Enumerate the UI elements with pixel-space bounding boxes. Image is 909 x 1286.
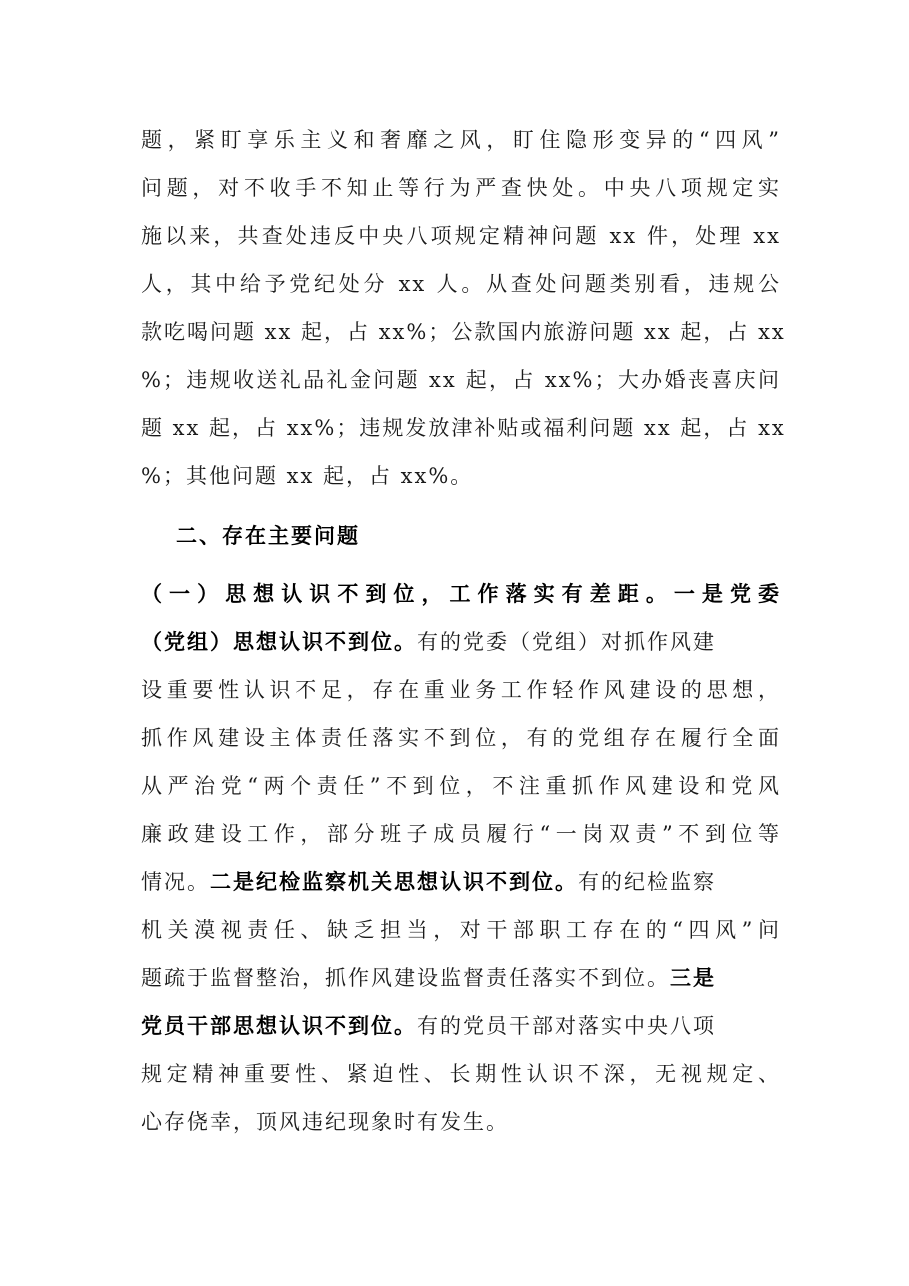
paragraph-2-line-7-text-b: 有的纪检监察 <box>578 870 716 894</box>
subheading-party-members: 党员干部思想认识不到位。 <box>141 1013 417 1038</box>
paragraph-1-line-5: 款吃喝问题 xx 起，占 xx%；公款国内旅游问题 xx 起，占 xx <box>141 320 786 344</box>
paragraph-1-line-6: %；违规收送礼品礼金问题 xx 起，占 xx%；大办婚丧喜庆问 <box>141 368 781 392</box>
paragraph-2-line-12: 心存侥幸，顶风违纪现象时有发生。 <box>141 1110 509 1134</box>
paragraph-2-line-11: 规定精神重要性、紧迫性、长期性认识不深，无视规定、 <box>141 1062 781 1086</box>
section-heading: 二、存在主要问题 <box>176 524 360 548</box>
subheading-discipline-inspection: 二是纪检监察机关思想认识不到位。 <box>210 869 578 894</box>
paragraph-1-line-2: 问题，对不收手不知止等行为严查快处。中央八项规定实 <box>141 176 781 200</box>
paragraph-1-line-4: 人，其中给予党纪处分 xx 人。从查处问题类别看，违规公 <box>141 272 781 296</box>
paragraph-2-line-1: （一）思想认识不到位，工作落实有差距。一是党委 <box>141 581 781 606</box>
subheading-three-prefix: 三是 <box>670 965 716 990</box>
paragraph-2-line-4: 抓作风建设主体责任落实不到位，有的党组存在履行全面 <box>141 726 781 750</box>
paragraph-2-line-8: 机关漠视责任、缺乏担当，对干部职工存在的“四风”问 <box>141 918 781 942</box>
paragraph-1-line-7: 题 xx 起，占 xx%；违规发放津补贴或福利问题 xx 起，占 xx <box>141 416 786 440</box>
subheading-party-committee: （党组）思想认识不到位。 <box>141 629 417 654</box>
paragraph-2-line-5: 从严治党“两个责任”不到位，不注重抓作风建设和党风 <box>141 774 781 798</box>
paragraph-2-line-2 <box>141 627 781 657</box>
paragraph-2-line-9 <box>141 963 781 993</box>
paragraph-1-line-1: 题，紧盯享乐主义和奢靡之风，盯住隐形变异的“四风” <box>141 128 781 152</box>
paragraph-2-line-9-text: 题疏于监督整治，抓作风建设监督责任落实不到位。 <box>141 966 670 990</box>
paragraph-1-line-8: %；其他问题 xx 起，占 xx%。 <box>141 464 474 488</box>
paragraph-2-line-10-text: 有的党员干部对落实中央八项 <box>417 1014 716 1038</box>
paragraph-2-line-7 <box>141 867 781 897</box>
paragraph-2-line-10 <box>141 1011 781 1041</box>
paragraph-2-line-3: 设重要性认识不足，存在重业务工作轻作风建设的思想， <box>141 678 781 702</box>
paragraph-2-line-6: 廉政建设工作，部分班子成员履行“一岗双责”不到位等 <box>141 822 781 846</box>
paragraph-2-line-2-text: 有的党委（党组）对抓作风建 <box>417 630 716 654</box>
paragraph-2-line-7-text-a: 情况。 <box>141 870 210 894</box>
paragraph-1-line-3: 施以来，共查处违反中央八项规定精神问题 xx 件，处理 xx <box>141 224 781 248</box>
